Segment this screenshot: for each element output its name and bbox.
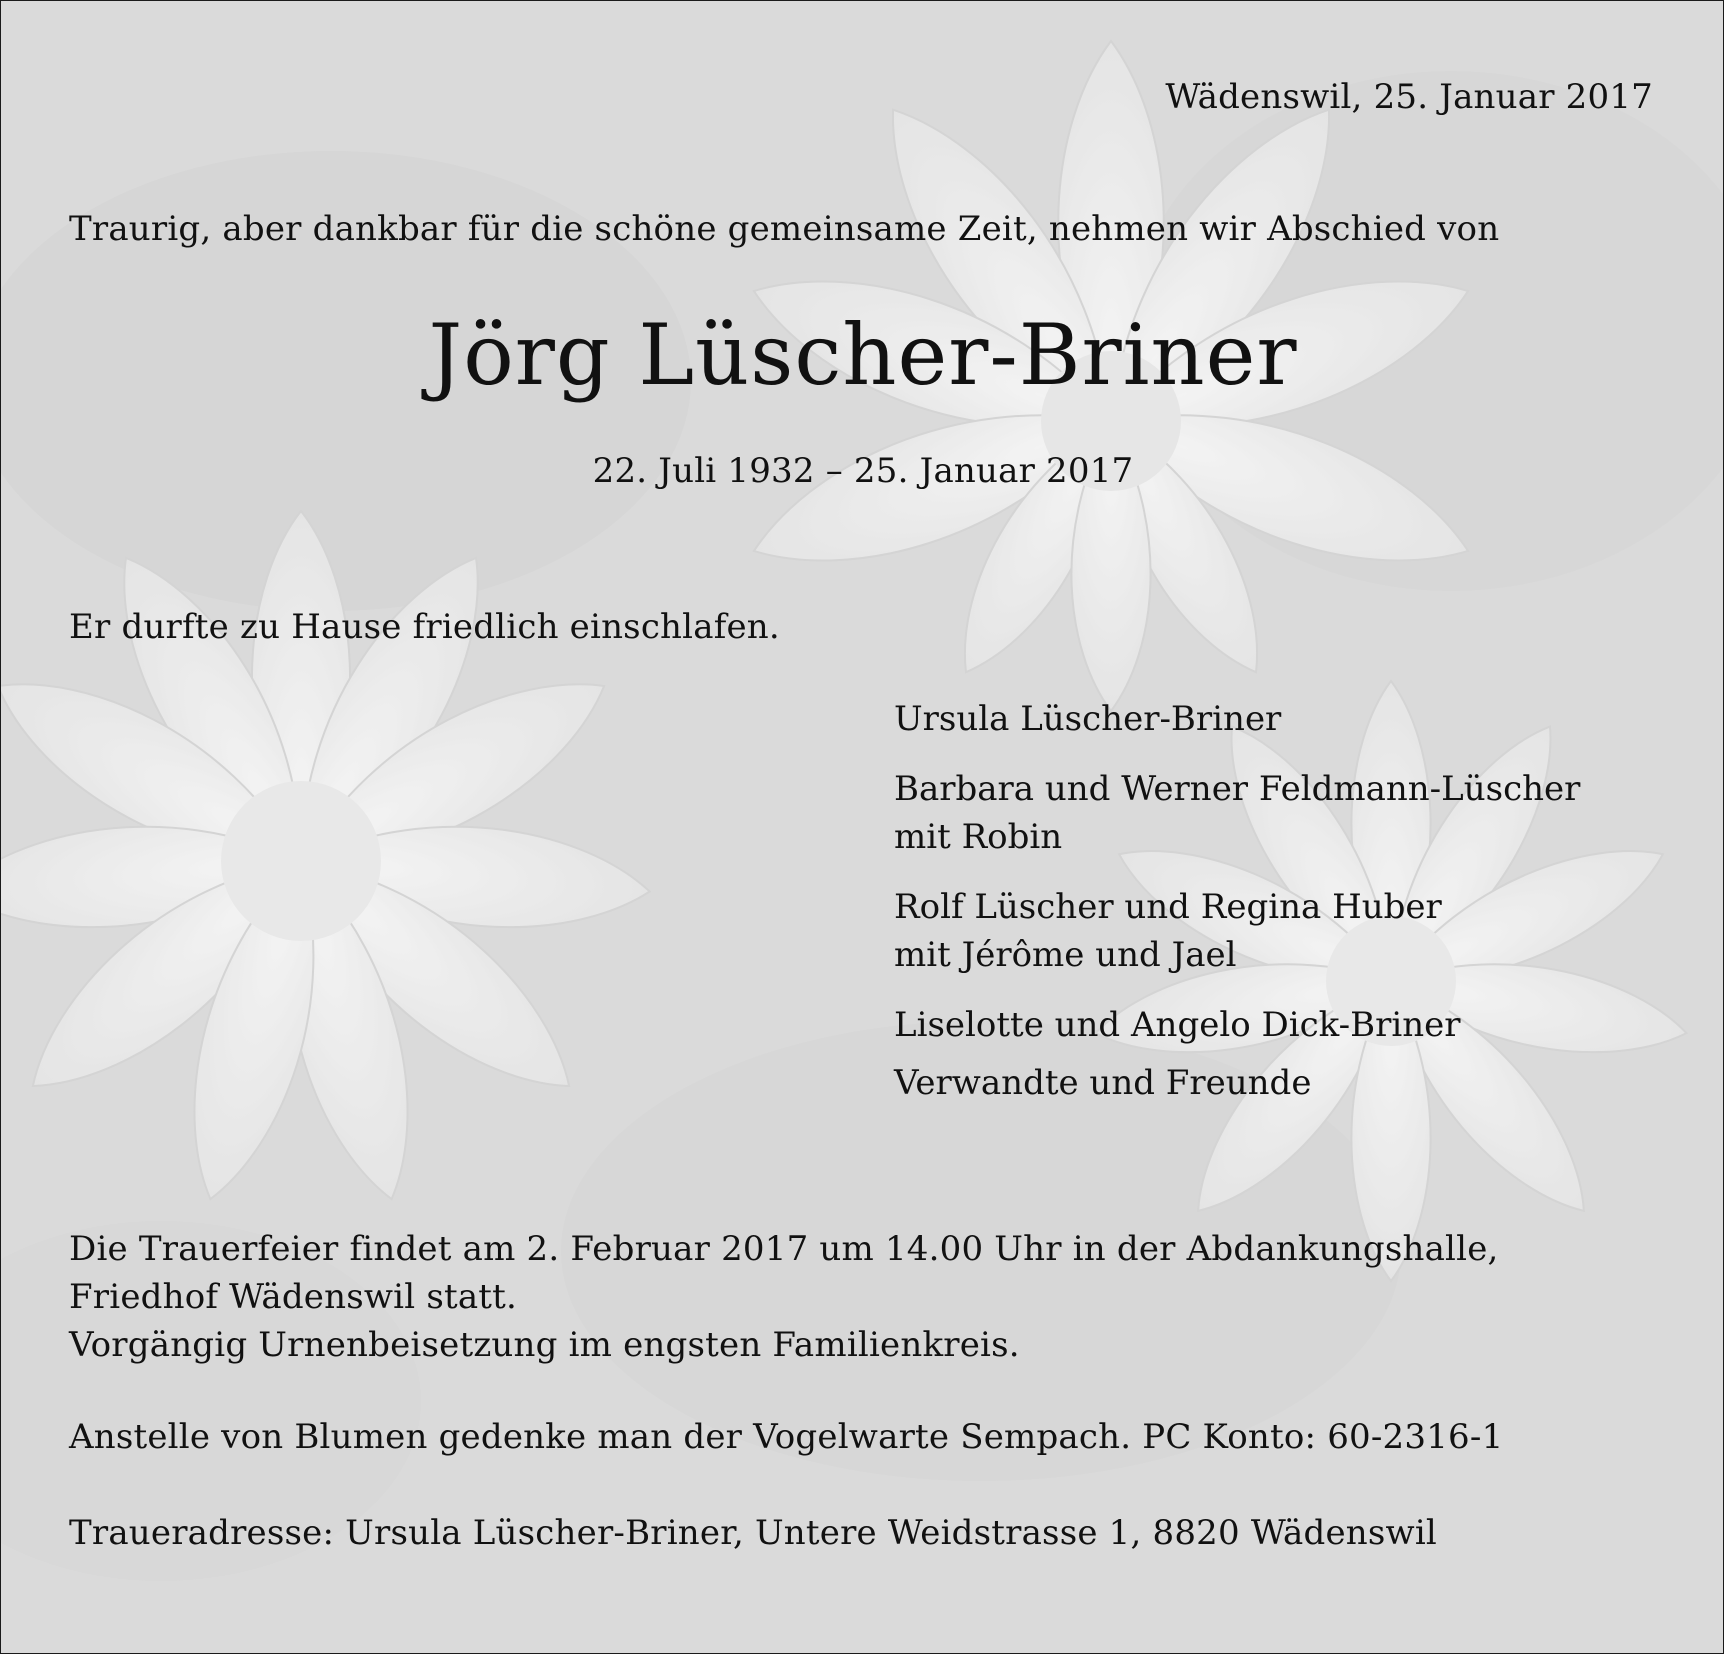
mourning-address: Traueradresse: Ursula Lüscher-Briner, Untere Weidstrasse 1, 8820 Wädenswil: [69, 1513, 1437, 1553]
mourner-line-secondary: mit Jérôme und Jael: [894, 935, 1237, 975]
intro-text: Traurig, aber dankbar für die schöne gemeinsame Zeit, nehmen wir Abschied von: [69, 209, 1500, 249]
mourner-line: Rolf Lüscher und Regina Huber: [894, 887, 1442, 927]
mourner-entry: [894, 695, 1580, 743]
mourner-line-secondary: mit Robin: [894, 817, 1063, 857]
life-dates: 22. Juli 1932 – 25. Januar 2017: [592, 451, 1134, 491]
mourner-line: Liselotte und Angelo Dick-Briner: [894, 1005, 1461, 1045]
place-and-date: Wädenswil, 25. Januar 2017: [1165, 77, 1653, 117]
mourner-entry: [894, 1001, 1580, 1049]
ceremony-line: Friedhof Wädenswil statt.: [69, 1277, 518, 1317]
mourner-entry: [894, 1059, 1580, 1107]
ceremony-line: Die Trauerfeier findet am 2. Februar 2017 um 14.00 Uhr in der Abdankungshalle,: [69, 1229, 1499, 1269]
ceremony-line: Vorgängig Urnenbeisetzung im engsten Familienkreis.: [69, 1325, 1020, 1365]
mourner-entry: [894, 765, 1580, 861]
mourners-list: [894, 695, 1580, 1129]
deceased-name: Jörg Lüscher-Briner: [428, 306, 1298, 404]
ceremony-info: [69, 1225, 1499, 1369]
donation-note: Anstelle von Blumen gedenke man der Vogelwarte Sempach. PC Konto: 60-2316-1: [69, 1417, 1504, 1457]
passing-note: Er durfte zu Hause friedlich einschlafen.: [69, 607, 780, 647]
mourner-entry: [894, 883, 1580, 979]
mourner-line: Verwandte und Freunde: [894, 1063, 1312, 1103]
mourner-line: Barbara und Werner Feldmann-Lüscher: [894, 769, 1581, 809]
mourner-line: Ursula Lüscher-Briner: [894, 699, 1282, 739]
